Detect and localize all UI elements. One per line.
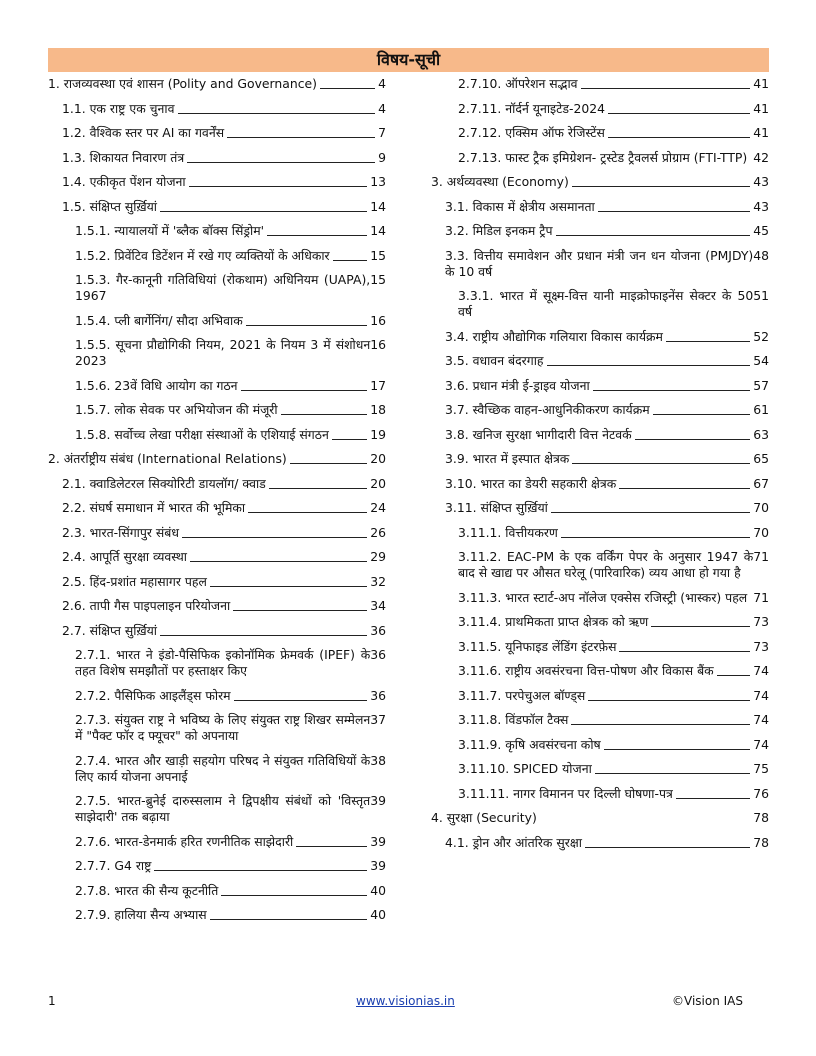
toc-entry-page: 76 bbox=[753, 785, 769, 801]
toc-entry[interactable] bbox=[431, 125, 769, 141]
toc-entry-title: 3.11.11. नागर विमानन पर दिल्ली घोषणा-पत्र bbox=[458, 785, 673, 801]
toc-entry[interactable] bbox=[48, 223, 386, 239]
toc-entry-page: 73 bbox=[753, 614, 769, 629]
toc-entry-page: 71 bbox=[753, 549, 769, 564]
toc-entry[interactable] bbox=[48, 712, 386, 744]
toc-leader-line bbox=[221, 895, 367, 896]
toc-entry[interactable] bbox=[48, 76, 386, 92]
toc-entry[interactable] bbox=[48, 174, 386, 190]
toc-entry-title: 3.11. संक्षिप्त सुर्ख़ियां bbox=[445, 500, 548, 515]
toc-entry-title: 3.7. स्वैच्छिक वाहन-आधुनिकीकरण कार्यक्रम bbox=[445, 402, 650, 417]
toc-entry[interactable] bbox=[48, 549, 386, 565]
toc-entry-title: 3.3.1. भारत में सूक्ष्म-वित्त यानी माइक्रोफाइनेंस सेक्टर के 50 वर्ष bbox=[458, 288, 754, 319]
toc-leader-line bbox=[210, 586, 367, 587]
toc-entry[interactable] bbox=[48, 688, 386, 704]
toc-entry[interactable] bbox=[48, 427, 386, 443]
toc-entry[interactable] bbox=[48, 199, 386, 215]
toc-entry[interactable] bbox=[431, 150, 769, 166]
toc-leader-line bbox=[572, 463, 750, 464]
toc-entry-title: 2.7.10. ऑपरेशन सद्भाव bbox=[458, 76, 578, 91]
toc-entry[interactable] bbox=[48, 378, 386, 394]
toc-entry[interactable] bbox=[48, 647, 386, 679]
toc-column-left bbox=[48, 76, 386, 932]
toc-entry-page: 43 bbox=[753, 198, 769, 214]
toc-entry-title: 3.8. खनिज सुरक्षा भागीदारी वित्त नेटवर्क bbox=[445, 426, 632, 442]
toc-entry-title: 1.5.4. प्ली बार्गेनिंग/ सौदा अभिवाक bbox=[75, 312, 243, 328]
toc-entry-page: 78 bbox=[753, 834, 769, 850]
toc-entry-title: 3.2. मिडिल इनकम ट्रैप bbox=[445, 223, 553, 238]
toc-entry-title: 3.11.7. परपेचुअल बॉण्ड्स bbox=[458, 687, 586, 703]
toc-entry-title: 1.5.2. प्रिवेंटिव डिटेंशन में रखे गए व्यक्तियों के अधिकार bbox=[75, 247, 330, 263]
toc-entry[interactable] bbox=[431, 223, 769, 239]
toc-entry-page: 78 bbox=[753, 810, 769, 825]
toc-leader-line bbox=[581, 88, 751, 89]
toc-entry-page: 67 bbox=[753, 475, 769, 491]
toc-entry-page: 15 bbox=[370, 247, 386, 263]
toc-entry[interactable] bbox=[431, 353, 769, 369]
toc-entry-page: 51 bbox=[753, 288, 769, 303]
toc-entry-page: 37 bbox=[370, 712, 386, 727]
toc-entry-page: 70 bbox=[753, 500, 769, 515]
toc-entry-title: 2.1. क्वाडिलेटरल सिक्योरिटी डायलॉग/ क्वाड bbox=[62, 475, 266, 491]
toc-leader-line bbox=[296, 846, 367, 847]
toc-entry-title: 3. अर्थव्यवस्था (Economy) bbox=[431, 174, 569, 189]
toc-column-right bbox=[431, 76, 769, 859]
toc-entry-title: 2.7.6. भारत-डेनमार्क हरित रणनीतिक साझेदारी bbox=[75, 833, 294, 849]
toc-entry[interactable] bbox=[48, 476, 386, 492]
toc-entry[interactable] bbox=[431, 835, 769, 851]
toc-leader-line bbox=[246, 325, 367, 326]
toc-entry-page: 71 bbox=[753, 589, 769, 605]
toc-entry[interactable] bbox=[431, 476, 769, 492]
toc-entry-page: 9 bbox=[378, 149, 386, 165]
toc-entry-page: 42 bbox=[753, 149, 769, 165]
toc-entry[interactable] bbox=[48, 451, 386, 467]
toc-entry-title: 1.5.3. गैर-कानूनी गतिविधियां (रोकथाम) अधिनियम (UAPA), 1967 bbox=[75, 272, 371, 303]
toc-entry-page: 19 bbox=[370, 426, 386, 442]
footer-website-link[interactable]: www.visionias.in bbox=[356, 994, 455, 1008]
footer-page-number: 1 bbox=[48, 994, 56, 1008]
toc-leader-line bbox=[666, 341, 750, 342]
toc-entry-title: 1.1. एक राष्ट्र एक चुनाव bbox=[62, 100, 175, 116]
toc-leader-line bbox=[241, 390, 368, 391]
toc-entry-title: 2.5. हिंद-प्रशांत महासागर पहल bbox=[62, 573, 207, 589]
toc-entry-page: 32 bbox=[370, 573, 386, 589]
toc-entry[interactable] bbox=[48, 753, 386, 785]
toc-leader-line bbox=[187, 162, 375, 163]
toc-entry-title: 3.5. वधावन बंदरगाह bbox=[445, 353, 544, 368]
toc-entry-page: 43 bbox=[753, 174, 769, 189]
toc-leader-line bbox=[635, 439, 751, 440]
toc-leader-line bbox=[233, 610, 367, 611]
toc-entry-title: 1.5.1. न्यायालयों में 'ब्लैक बॉक्स सिंड्रोम' bbox=[75, 223, 265, 238]
toc-entry[interactable] bbox=[431, 639, 769, 655]
toc-leader-line bbox=[608, 137, 750, 138]
toc-entry-title: 3.4. राष्ट्रीय औद्योगिक गलियारा विकास कार्यक्रम bbox=[445, 328, 663, 344]
toc-leader-line bbox=[556, 235, 751, 236]
toc-entry-title: 3.11.1. वित्तीयकरण bbox=[458, 524, 558, 540]
toc-entry-title: 3.11.9. कृषि अवसंरचना कोष bbox=[458, 736, 601, 752]
toc-entry[interactable] bbox=[431, 688, 769, 704]
toc-entry[interactable] bbox=[431, 614, 769, 630]
toc-entry[interactable] bbox=[431, 402, 769, 418]
toc-leader-line bbox=[619, 651, 750, 652]
toc-entry-page: 39 bbox=[370, 833, 386, 849]
toc-entry[interactable] bbox=[431, 199, 769, 215]
toc-entry-title: 2.7.13. फास्ट ट्रैक इमिग्रेशन- ट्रस्टेड ट्रैवलर्स प्रोग्राम (FTI-TTP) bbox=[458, 149, 748, 165]
toc-entry[interactable] bbox=[431, 761, 769, 777]
toc-entry-title: 3.10. भारत का डेयरी सहकारी क्षेत्रक bbox=[445, 475, 617, 491]
toc-leader-line bbox=[653, 414, 751, 415]
toc-leader-line bbox=[619, 488, 750, 489]
toc-entry-page: 74 bbox=[753, 712, 769, 727]
toc-entry-page: 34 bbox=[370, 598, 386, 613]
toc-entry-page: 14 bbox=[370, 198, 386, 214]
toc-entry-page: 38 bbox=[370, 752, 386, 768]
toc-entry-page: 40 bbox=[370, 882, 386, 898]
toc-leader-line bbox=[717, 675, 751, 676]
toc-leader-line bbox=[248, 512, 367, 513]
toc-entry-page: 52 bbox=[753, 328, 769, 344]
toc-entry[interactable] bbox=[48, 150, 386, 166]
toc-leader-line bbox=[190, 561, 367, 562]
toc-entry-page: 63 bbox=[753, 426, 769, 442]
toc-entry[interactable] bbox=[431, 500, 769, 516]
toc-entry[interactable] bbox=[431, 786, 769, 802]
toc-entry[interactable] bbox=[48, 525, 386, 541]
toc-entry-page: 26 bbox=[370, 524, 386, 540]
toc-entry[interactable] bbox=[48, 125, 386, 141]
toc-entry-title: 1.5.5. सूचना प्रौद्योगिकी नियम, 2021 के नियम 3 में संशोधन 2023 bbox=[75, 337, 371, 368]
toc-leader-line bbox=[189, 186, 368, 187]
toc-entry-title: 3.11.3. भारत स्टार्ट-अप नॉलेज एक्सेस रजिस्ट्री (भास्कर) पहल bbox=[458, 589, 748, 605]
toc-entry-page: 39 bbox=[370, 858, 386, 873]
toc-entry-title: 2.7.7. G4 राष्ट्र bbox=[75, 858, 152, 873]
toc-entry[interactable] bbox=[48, 907, 386, 923]
toc-leader-line bbox=[571, 724, 750, 725]
toc-entry[interactable] bbox=[431, 174, 769, 190]
toc-leader-line bbox=[234, 700, 368, 701]
toc-entry-page: 75 bbox=[753, 761, 769, 776]
toc-leader-line bbox=[333, 260, 368, 261]
toc-entry[interactable] bbox=[431, 737, 769, 753]
toc-entry-title: 3.3. वित्तीय समावेशन और प्रधान मंत्री जन धन योजना (PMJDY) के 10 वर्ष bbox=[445, 247, 754, 279]
toc-entry-page: 4 bbox=[378, 76, 386, 91]
toc-entry-title: 2.4. आपूर्ति सुरक्षा व्यवस्था bbox=[62, 549, 187, 564]
toc-entry[interactable] bbox=[431, 712, 769, 728]
toc-entry-title: 1.2. वैश्विक स्तर पर AI का गवर्नेंस bbox=[62, 125, 225, 140]
toc-leader-line bbox=[561, 537, 750, 538]
toc-entry-page: 7 bbox=[378, 125, 386, 140]
toc-entry-title: 2.7.11. नॉर्दर्न यूनाइटेड-2024 bbox=[458, 100, 606, 116]
toc-entry-title: 2.3. भारत-सिंगापुर संबंध bbox=[62, 524, 179, 540]
toc-entry[interactable] bbox=[431, 101, 769, 117]
toc-leader-line bbox=[651, 626, 750, 627]
toc-leader-line bbox=[588, 700, 750, 701]
toc-leader-line bbox=[608, 113, 750, 114]
toc-entry-title: 2.7.2. पैसिफिक आइलैंड्स फोरम bbox=[75, 687, 231, 703]
toc-entry-page: 41 bbox=[753, 125, 769, 140]
toc-entry-page: 16 bbox=[370, 312, 386, 328]
toc-leader-line bbox=[281, 414, 368, 415]
toc-entry[interactable] bbox=[48, 574, 386, 590]
toc-entry-page: 45 bbox=[753, 223, 769, 238]
toc-entry[interactable] bbox=[48, 272, 386, 304]
toc-entry-title: 1.5. संक्षिप्त सुर्ख़ियां bbox=[62, 198, 157, 214]
toc-leader-line bbox=[320, 88, 375, 89]
toc-entry-title: 1.5.8. सर्वोच्च लेखा परीक्षा संस्थाओं के एशियाई संगठन bbox=[75, 426, 329, 442]
toc-entry[interactable] bbox=[48, 313, 386, 329]
toc-leader-line bbox=[267, 235, 367, 236]
toc-entry-page: 36 bbox=[370, 687, 386, 703]
toc-entry-title: 3.11.2. EAC-PM के एक वर्किंग पेपर के अनुसार 1947 के बाद से खाद्य पर औसत घरेलू (पारिवारिक) व्यय आधा हो गया है bbox=[458, 549, 754, 580]
toc-entry[interactable] bbox=[48, 598, 386, 614]
toc-entry-page: 14 bbox=[370, 223, 386, 238]
toc-entry[interactable] bbox=[48, 858, 386, 874]
toc-leader-line bbox=[593, 390, 751, 391]
toc-entry-title: 2.6. तापी गैस पाइपलाइन परियोजना bbox=[62, 598, 231, 613]
toc-leader-line bbox=[160, 211, 367, 212]
toc-entry-title: 2.7.5. भारत-ब्रुनेई दारुस्सलाम ने द्विपक्षीय संबंधों को 'विस्तृत साझेदारी' तक बढ़ाया bbox=[75, 793, 371, 824]
toc-entry-title: 2.7.1. भारत ने इंडो-पैसिफिक इकोनॉमिक फ्रेमवर्क (IPEF) के तहत विशेष समझौतों पर हस्ताक्षर किए bbox=[75, 647, 371, 678]
toc-entry-page: 36 bbox=[370, 622, 386, 638]
toc-entry-page: 54 bbox=[753, 353, 769, 368]
toc-entry-page: 74 bbox=[753, 736, 769, 752]
toc-leader-line bbox=[598, 211, 750, 212]
toc-entry-page: 24 bbox=[370, 500, 386, 515]
toc-leader-line bbox=[178, 113, 376, 114]
toc-entry-title: 1.3. शिकायत निवारण तंत्र bbox=[62, 149, 185, 165]
toc-leader-line bbox=[210, 919, 368, 920]
toc-entry-title: 3.1. विकास में क्षेत्रीय असमानता bbox=[445, 198, 595, 214]
toc-entry-page: 39 bbox=[370, 793, 386, 808]
toc-leader-line bbox=[676, 798, 750, 799]
footer-copyright: ©Vision IAS bbox=[672, 994, 743, 1008]
toc-entry-page: 57 bbox=[753, 377, 769, 393]
toc-entry[interactable] bbox=[431, 810, 769, 826]
toc-entry-page: 20 bbox=[370, 475, 386, 491]
toc-entry-title: 1. राजव्यवस्था एवं शासन (Polity and Governance) bbox=[48, 76, 317, 91]
toc-entry-page: 41 bbox=[753, 100, 769, 116]
toc-entry-page: 74 bbox=[753, 663, 769, 678]
toc-entry-page: 41 bbox=[753, 76, 769, 91]
toc-entry-page: 61 bbox=[753, 402, 769, 417]
toc-entry-title: 2. अंतर्राष्ट्रीय संबंध (International Relations) bbox=[48, 451, 287, 466]
toc-leader-line bbox=[547, 365, 751, 366]
toc-entry-page: 36 bbox=[370, 647, 386, 662]
toc-entry-page: 73 bbox=[753, 638, 769, 654]
toc-entry-page: 16 bbox=[370, 337, 386, 352]
toc-leader-line bbox=[551, 512, 750, 513]
toc-entry-title: 2.7.9. हालिया सैन्य अभ्यास bbox=[75, 907, 207, 922]
toc-entry[interactable] bbox=[48, 337, 386, 369]
toc-entry[interactable] bbox=[431, 76, 769, 92]
toc-entry[interactable] bbox=[431, 525, 769, 541]
toc-entry-page: 70 bbox=[753, 524, 769, 540]
toc-entry[interactable] bbox=[48, 101, 386, 117]
toc-entry[interactable] bbox=[431, 329, 769, 345]
toc-title-banner: विषय-सूची bbox=[48, 48, 769, 72]
toc-entry[interactable] bbox=[431, 451, 769, 467]
toc-entry-page: 17 bbox=[370, 377, 386, 393]
toc-entry-page: 48 bbox=[753, 247, 769, 263]
toc-leader-line bbox=[604, 749, 751, 750]
toc-entry-title: 3.11.8. विंडफॉल टैक्स bbox=[458, 712, 569, 727]
toc-entry-title: 2.7.12. एक्सिम ऑफ रेजिस्टेंस bbox=[458, 125, 605, 140]
toc-entry-page: 13 bbox=[370, 174, 386, 189]
toc-entry[interactable] bbox=[48, 883, 386, 899]
toc-leader-line bbox=[227, 137, 375, 138]
toc-leader-line bbox=[332, 439, 367, 440]
toc-entry[interactable] bbox=[431, 549, 769, 581]
toc-entry-title: 3.11.10. SPICED योजना bbox=[458, 761, 592, 776]
toc-entry-title: 4. सुरक्षा (Security) bbox=[431, 810, 537, 825]
toc-entry-title: 1.5.7. लोक सेवक पर अभियोजन की मंजूरी bbox=[75, 402, 278, 417]
toc-entry-title: 1.5.6. 23वें विधि आयोग का गठन bbox=[75, 377, 238, 393]
toc-leader-line bbox=[572, 186, 750, 187]
toc-entry-title: 3.9. भारत में इस्पात क्षेत्रक bbox=[445, 451, 570, 466]
toc-entry[interactable] bbox=[48, 248, 386, 264]
toc-entry-title: 3.6. प्रधान मंत्री ई-ड्राइव योजना bbox=[445, 377, 590, 393]
toc-entry[interactable] bbox=[431, 288, 769, 320]
toc-entry-title: 3.11.6. राष्ट्रीय अवसंरचना वित्त-पोषण और विकास बैंक bbox=[458, 663, 714, 678]
toc-entry[interactable] bbox=[48, 623, 386, 639]
toc-entry-title: 2.7.4. भारत और खाड़ी सहयोग परिषद ने संयुक्त गतिविधियों के लिए कार्य योजना अपनाई bbox=[75, 752, 371, 784]
toc-leader-line bbox=[154, 870, 367, 871]
toc-entry[interactable] bbox=[48, 834, 386, 850]
toc-leader-line bbox=[269, 488, 367, 489]
toc-entry[interactable] bbox=[48, 500, 386, 516]
toc-leader-line bbox=[595, 773, 750, 774]
toc-entry-title: 2.7. संक्षिप्त सुर्ख़ियां bbox=[62, 622, 157, 638]
toc-entry-title: 2.7.3. संयुक्त राष्ट्र ने भविष्य के लिए संयुक्त राष्ट्र शिखर सम्मेलन में "पैक्ट फॉर द फ्यूचर" को अपनाया bbox=[75, 712, 371, 743]
toc-entry-title: 3.11.5. यूनिफाइड लेंडिंग इंटरफ़ेस bbox=[458, 638, 617, 654]
toc-entry[interactable] bbox=[431, 590, 769, 606]
toc-entry-page: 4 bbox=[378, 100, 386, 116]
toc-entry-title: 1.4. एकीकृत पेंशन योजना bbox=[62, 174, 186, 189]
toc-entry-page: 65 bbox=[753, 451, 769, 466]
toc-entry[interactable] bbox=[431, 427, 769, 443]
toc-entry[interactable] bbox=[48, 402, 386, 418]
toc-entry[interactable] bbox=[431, 663, 769, 679]
toc-entry-page: 20 bbox=[370, 451, 386, 466]
toc-entry-title: 3.11.4. प्राथमिकता प्राप्त क्षेत्रक को ऋण bbox=[458, 614, 649, 629]
toc-entry-title: 2.7.8. भारत की सैन्य कूटनीति bbox=[75, 882, 219, 898]
toc-entry-title: 2.2. संघर्ष समाधान में भारत की भूमिका bbox=[62, 500, 246, 515]
toc-leader-line bbox=[160, 635, 367, 636]
toc-entry[interactable] bbox=[431, 248, 769, 280]
toc-entry-title: 4.1. ड्रोन और आंतरिक सुरक्षा bbox=[445, 834, 582, 850]
toc-entry-page: 40 bbox=[370, 907, 386, 922]
toc-leader-line bbox=[290, 463, 367, 464]
toc-entry-page: 29 bbox=[370, 549, 386, 564]
toc-entry[interactable] bbox=[431, 378, 769, 394]
toc-entry-page: 74 bbox=[753, 687, 769, 703]
toc-leader-line bbox=[182, 537, 367, 538]
toc-leader-line bbox=[585, 847, 750, 848]
toc-entry[interactable] bbox=[48, 793, 386, 825]
toc-entry-page: 15 bbox=[370, 272, 386, 287]
toc-entry-page: 18 bbox=[370, 402, 386, 417]
